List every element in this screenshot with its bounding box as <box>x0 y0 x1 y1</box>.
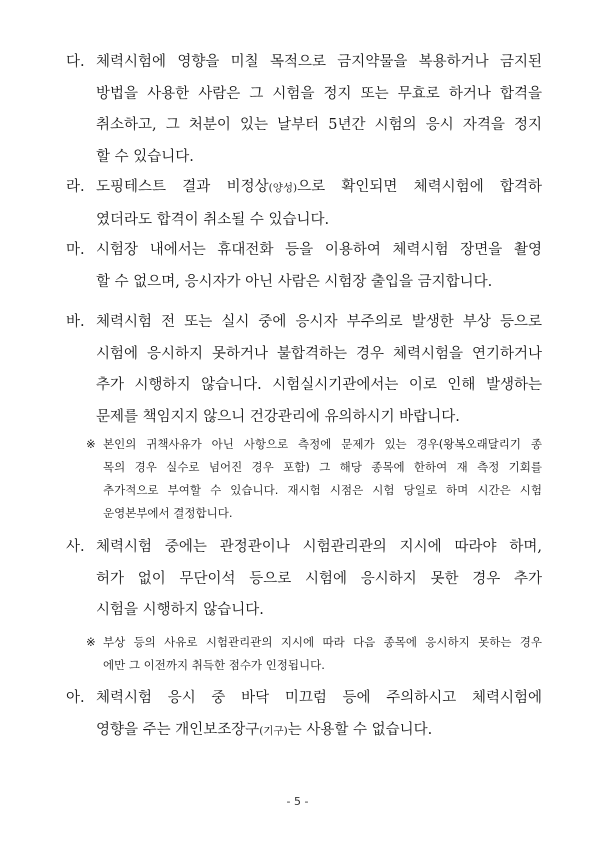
item-line: 시험을 시행하지 않습니다. <box>96 602 264 618</box>
item-line: 방법을 사용한 사람은 그 시험을 정지 또는 무효로 하거나 합격을 <box>96 85 542 102</box>
note-line: 운영본부에서 결정합니다. <box>103 506 233 520</box>
item-line: 체력시험 전 또는 실시 중에 응시자 부주의로 발생한 부상 등으로 <box>96 314 542 330</box>
item-line: 추가 시행하지 않습니다. 시험실시기관에서는 이로 인해 발생하는 <box>96 377 542 393</box>
item-line: 취소하고, 그 처분이 있는 날부터 5년간 시험의 응시 자격을 정지 <box>96 117 542 133</box>
note-line: 목의 경우 실수로 넘어진 경우 포함) 그 해당 종목에 한하여 재 측정 기회를 <box>103 460 542 474</box>
note-marker: ※ <box>86 635 96 649</box>
item-marker: 마. <box>66 242 85 258</box>
note-line: 부상 등의 사유로 시험관리관의 지시에 따라 다음 종목에 응시하지 못하는 경우 <box>103 635 542 649</box>
item-marker: 사. <box>66 539 85 555</box>
item-line: 시험에 응시하지 못하거나 불합격하는 경우 체력시험을 연기하거나 <box>96 345 542 362</box>
item-marker: 라. <box>66 179 85 195</box>
note-line: 추가적으로 부여할 수 있습니다. 재시험 시점은 시험 당일로 하며 시간은 시험 <box>103 483 542 497</box>
item-line: 문제를 책임지지 않으니 건강관리에 유의하시기 바랍니다. <box>96 408 460 425</box>
small-annotation: (양성) <box>268 182 298 194</box>
item-marker: 바. <box>66 314 85 330</box>
item-line: 였더라도 합격이 취소될 수 있습니다. <box>96 211 330 228</box>
note-line: 에만 그 이전까지 취득한 점수가 인정됩니다. <box>103 658 325 672</box>
item-line: 체력시험 중에는 관정관이나 시험관리관의 지시에 따라야 하며, <box>96 539 542 555</box>
item-marker: 다. <box>66 54 85 70</box>
item-line: 영향을 주는 개인보조장구(기구)는 사용할 수 없습니다. <box>96 721 433 738</box>
item-marker: 아. <box>66 690 85 706</box>
item-line: 체력시험에 영향을 미칠 목적으로 금지약물을 복용하거나 금지된 <box>96 54 542 70</box>
item-line: 할 수 없으며, 응시자가 아닌 사람은 시험장 출입을 금지합니다. <box>96 273 493 290</box>
item-line: 할 수 있습니다. <box>96 148 194 165</box>
item-line: 허가 없이 무단이석 등으로 시험에 응시하지 못한 경우 추가 <box>96 570 542 587</box>
item-line: 시험장 내에서는 휴대전화 등을 이용하여 체력시험 장면을 촬영 <box>96 242 542 258</box>
note-marker: ※ <box>86 437 96 451</box>
item-line: 체력시험 응시 중 바닥 미끄럼 등에 주의하시고 체력시험에 <box>96 690 542 706</box>
page-number: - 5 - <box>286 795 309 808</box>
note-line: 본인의 귀책사유가 아닌 사항으로 측정에 문제가 있는 경우(왕복오래달리기 종 <box>103 437 542 451</box>
item-line: 도핑테스트 결과 비정상(양성)으로 확인되면 체력시험에 합격하 <box>96 179 542 195</box>
small-annotation: (기구) <box>259 724 288 737</box>
